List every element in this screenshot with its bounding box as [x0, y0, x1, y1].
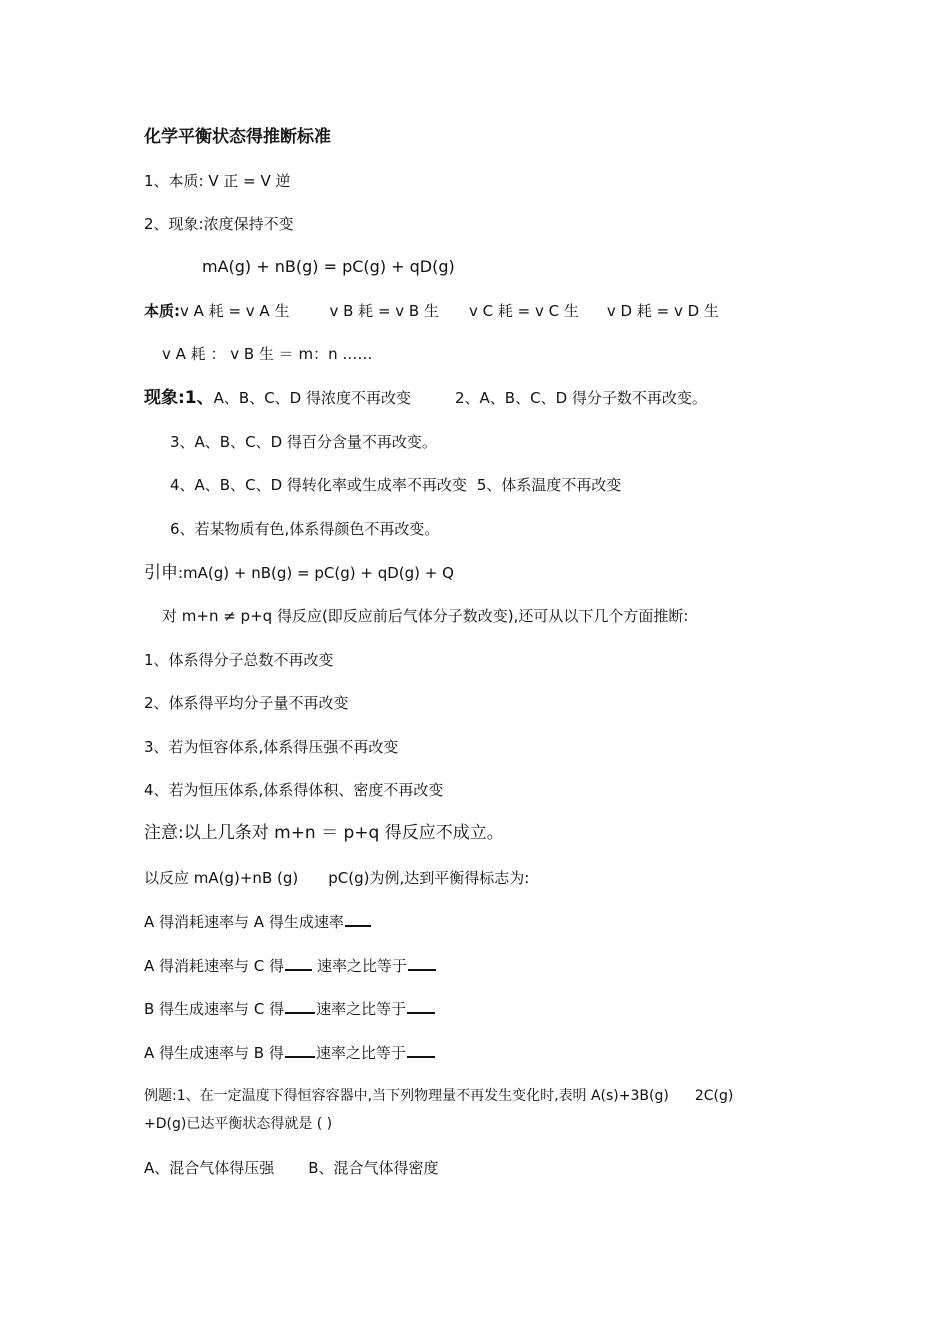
essence-definition: 1、本质: V 正 = V 逆 — [144, 172, 291, 190]
phenomenon-item-3: 3、A、B、C、D 得百分含量不再改变。 — [170, 433, 437, 451]
answer-blank[interactable] — [285, 1042, 315, 1058]
doc-title: 化学平衡状态得推断标准 — [144, 127, 331, 147]
answer-blank[interactable] — [408, 955, 436, 971]
rate-ratio: v A 耗 ： v B 生 ＝ m：n …… — [162, 345, 373, 363]
question-3 — [144, 998, 436, 1019]
rate-a: v A 耗 = v A 生 — [180, 302, 290, 320]
criterion-4: 4、若为恒压体系,体系得体积、密度不再改变 — [144, 781, 444, 799]
answer-blank[interactable] — [285, 998, 315, 1014]
option-b[interactable]: B、混合气体得密度 — [308, 1159, 439, 1177]
answer-blank[interactable] — [285, 955, 312, 971]
phenomenon-label: 现象:1、 — [144, 388, 214, 408]
option-a[interactable]: A、混合气体得压强 — [144, 1159, 275, 1177]
rate-b: v B 耗 = v B 生 — [329, 302, 439, 320]
criterion-3: 3、若为恒容体系,体系得压强不再改变 — [144, 738, 399, 756]
condition-text: 对 m+n ≠ p+q 得反应(即反应前后气体分子数改变),还可从以下几个方面推断: — [162, 607, 689, 625]
criterion-1: 1、体系得分子总数不再改变 — [144, 651, 334, 669]
reaction-equation: mA(g) + nB(g) = pC(g) + qD(g) — [202, 257, 455, 276]
question-2 — [144, 955, 437, 976]
question-2-text: A 得消耗速率与 C 得 — [144, 957, 285, 975]
phenomenon-item-6: 6、若某物质有色,体系得颜色不再改变。 — [170, 520, 440, 538]
answer-blank[interactable] — [407, 998, 435, 1014]
extension-text: :mA(g) + nB(g) = pC(g) + qD(g) + Q — [178, 564, 454, 582]
question-3-text-b: 速率之比等于 — [316, 1000, 407, 1018]
rate-d: v D 耗 = v D 生 — [606, 302, 719, 320]
options-row — [144, 1158, 439, 1178]
example-intro-reaction: 以反应 mA(g)+nB (g) — [144, 869, 299, 887]
essence-label: 本质: — [144, 302, 180, 320]
essence-rates — [144, 301, 719, 321]
phenomenon-item-4: 4、A、B、C、D 得转化率或生成率不再改变 — [170, 476, 467, 494]
question-3-text: B 得生成速率与 C 得 — [144, 1000, 285, 1018]
phenomenon-items-row3 — [170, 475, 621, 495]
extension-equation — [144, 563, 454, 583]
question-2-text-b: 速率之比等于 — [317, 957, 408, 975]
question-1 — [144, 911, 372, 932]
note-text: 注意:以上几条对 m+n ＝ p+q 得反应不成立。 — [144, 823, 504, 843]
phenomenon-item-1: A、B、C、D 得浓度不再改变 — [213, 389, 411, 407]
rate-c: v C 耗 = v C 生 — [468, 302, 579, 320]
question-4-text-b: 速率之比等于 — [315, 1044, 406, 1062]
example-intro — [144, 868, 529, 888]
problem-product: 2C(g) — [694, 1088, 734, 1104]
problem-line-2: +D(g)已达平衡状态得就是 ( ) — [144, 1116, 333, 1132]
phenomenon-definition: 2、现象:浓度保持不变 — [144, 215, 294, 233]
extension-label: 引申 — [144, 563, 178, 583]
question-1-text: A 得消耗速率与 A 得生成速率 — [144, 913, 344, 931]
phenomenon-items-row1 — [144, 388, 707, 408]
problem-text: 例题:1、在一定温度下得恒容容器中,当下列物理量不再发生变化时,表明 A(s)+3B(g) — [144, 1088, 669, 1104]
question-4-text: A 得生成速率与 B 得 — [144, 1044, 284, 1062]
answer-blank[interactable] — [345, 911, 371, 927]
example-intro-tail: pC(g)为例,达到平衡得标志为: — [328, 869, 530, 887]
phenomenon-item-5: 5、体系温度不再改变 — [476, 476, 622, 494]
phenomenon-item-2: 2、A、B、C、D 得分子数不再改变。 — [455, 389, 707, 407]
answer-blank[interactable] — [407, 1042, 435, 1058]
problem-line-1 — [144, 1086, 733, 1106]
question-4 — [144, 1042, 436, 1063]
criterion-2: 2、体系得平均分子量不再改变 — [144, 694, 349, 712]
